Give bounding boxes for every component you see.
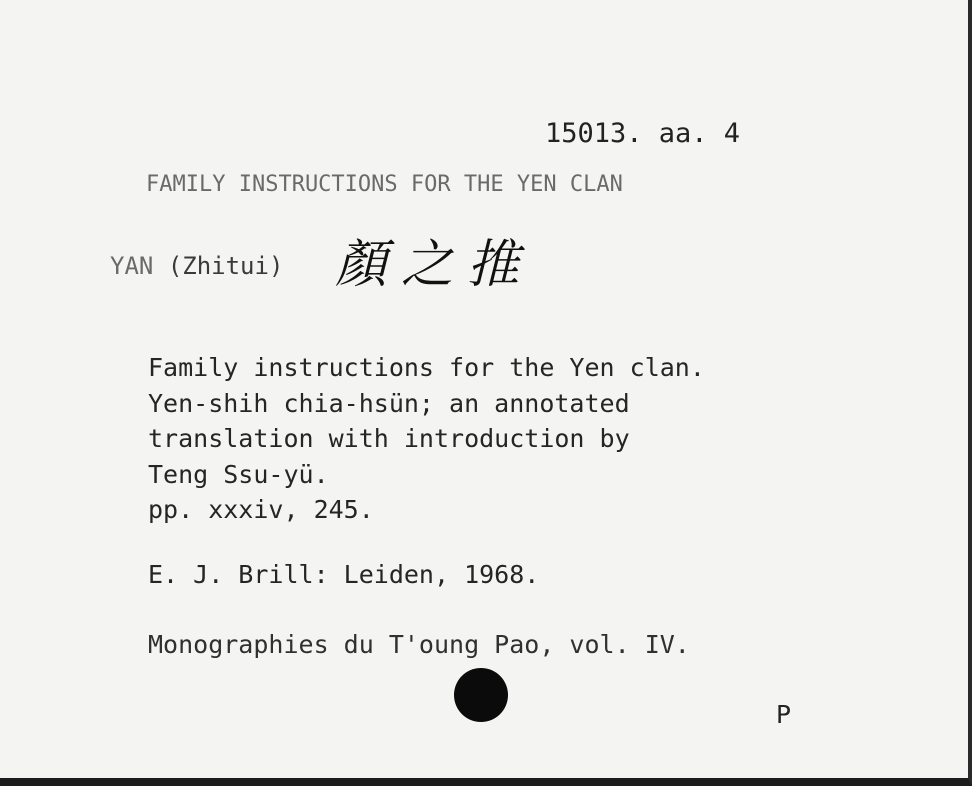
author-surname: YAN: [110, 252, 154, 280]
punch-hole: [454, 668, 508, 722]
pagination-line: pp. xxxiv, 245.: [148, 495, 374, 524]
description-line: Teng Ssu-yü.: [148, 459, 329, 489]
author-given-name: (Zhitui): [167, 252, 284, 280]
description-block: [148, 350, 705, 528]
description-line: Family instructions for the Yen clan.: [148, 353, 705, 382]
author-line: [110, 252, 283, 280]
card-marker: P: [776, 700, 792, 729]
author-chinese-name: 顏之推: [335, 235, 534, 295]
imprint: E. J. Brill: Leiden, 1968.: [148, 560, 540, 589]
title-heading: FAMILY INSTRUCTIONS FOR THE YEN CLAN: [146, 172, 623, 197]
series-statement: Monographies du T'oung Pao, vol. IV.: [148, 630, 690, 659]
description-line: translation with introduction by: [148, 424, 630, 453]
shelfmark: 15013. aa. 4: [545, 118, 741, 149]
description-line: Yen-shih chia-hsün; an annotated: [148, 388, 630, 418]
